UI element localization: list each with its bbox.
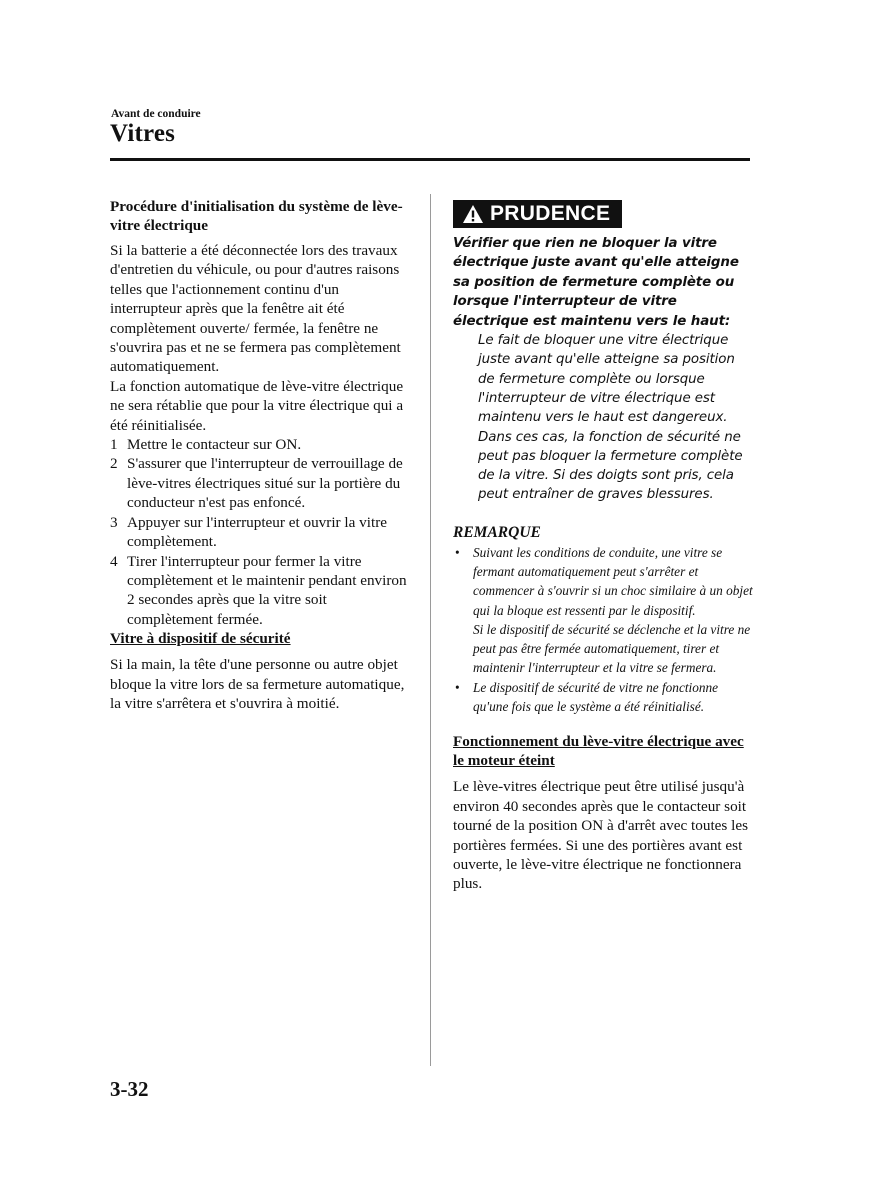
caution-label: PRUDENCE (490, 202, 611, 226)
caution-badge (453, 200, 622, 228)
step-text: Appuyer sur l'interrupteur et ouvrir la vitre complètement. (127, 513, 387, 551)
step-text: S'assurer que l'interrupteur de verrouillage de lève-vitres électriques situé sur la portière du conducteur n'est pas enfoncé. (127, 455, 403, 512)
section-label: Avant de conduire (111, 108, 201, 120)
note-text: Le dispositif de sécurité de vitre ne fonctionne qu'une fois que le système a été réinitialisé. (473, 679, 719, 715)
note-text: Si le dispositif de sécurité se déclenche et la vitre ne peut pas être fermée automatiquement, tirer et maintenir l'interrupteur et la vitre se fermera. (473, 621, 751, 676)
init-steps-list (110, 435, 413, 629)
page-title: Vitres (110, 120, 176, 147)
step-item (110, 454, 413, 512)
caution-body-danger: Le fait de bloquer une vitre électrique juste avant qu'elle atteigne sa position de fermeture complète ou lorsque l'interrupteur de vitre électrique est maintenu vers le haut est dangereux. (478, 333, 735, 426)
note-item (453, 543, 753, 678)
title-rule (110, 158, 750, 161)
step-item (110, 435, 413, 454)
engine-off-heading: Fonctionnement du lève-vitre électrique avec le moteur éteint (453, 733, 744, 770)
note-list (453, 543, 753, 717)
caution-heading: Vérifier que rien ne bloquer la vitre électrique juste avant qu'elle atteigne sa position de fermeture complète ou lorsque l'interrupteur de vitre électrique est maintenu vers le haut: (453, 236, 739, 329)
init-intro-paragraph: Si la batterie a été déconnectée lors des travaux d'entretien du véhicule, ou pour d'autres raisons telles que l'actionnement continu d'un interrupteur après que la fenêtre ait été complètement ouverte/ fermée, la fenêtre ne s'ouvrira pas et ne se fermera pas complètement automatiquement. (110, 242, 401, 376)
step-number: 1 (110, 436, 118, 454)
note-item (453, 678, 753, 717)
step-item (110, 552, 413, 630)
warning-triangle-icon (462, 204, 484, 224)
right-column (453, 200, 753, 894)
engine-off-paragraph: Le lève-vitres électrique peut être utilisé jusqu'à environ 40 secondes après que le contacteur soit tourné de la position ON à d'arrêt avec toutes les portières fermées. Si une des portières avant est ouverte, le lève-vitre électrique ne fonctionnera plus. (453, 778, 748, 893)
init-procedure-heading: Procédure d'initialisation du système de lève-vitre électrique (110, 198, 403, 234)
step-item (110, 513, 413, 552)
init-auto-paragraph: La fonction automatique de lève-vitre électrique ne sera rétablie que pour la vitre électrique qui a été réinitialisée. (110, 377, 404, 434)
bullet-icon: • (455, 679, 460, 695)
column-divider (430, 194, 431, 1066)
safety-window-heading: Vitre à dispositif de sécurité (110, 630, 291, 648)
step-number: 3 (110, 513, 118, 531)
note-text: Suivant les conditions de conduite, une vitre se fermant automatiquement peut s'arrêter et commencer à s'ouvrir si un choc similaire à un objet qui la bloque est ressenti par le dispositif. (473, 544, 753, 618)
step-text: Mettre le contacteur sur ON. (127, 436, 302, 454)
bullet-icon: • (455, 544, 460, 560)
step-number: 4 (110, 552, 118, 570)
left-column (110, 197, 413, 713)
step-number: 2 (110, 455, 118, 473)
caution-body-injury: Dans ces cas, la fonction de sécurité ne peut pas bloquer la fermeture complète de la vitre. Si des doigts sont pris, cela peut entraîner de graves blessures. (478, 429, 743, 503)
note-title: REMARQUE (453, 523, 541, 541)
page-number: 3-32 (110, 1077, 149, 1101)
step-text: Tirer l'interrupteur pour fermer la vitre complètement et le maintenir pendant environ 2 secondes après que la vitre soit complètement fermée. (127, 552, 407, 628)
safety-window-paragraph: Si la main, la tête d'une personne ou autre objet bloque la vitre lors de sa fermeture automatique, la vitre s'arrêtera et s'ouvrira à moitié. (110, 656, 405, 712)
